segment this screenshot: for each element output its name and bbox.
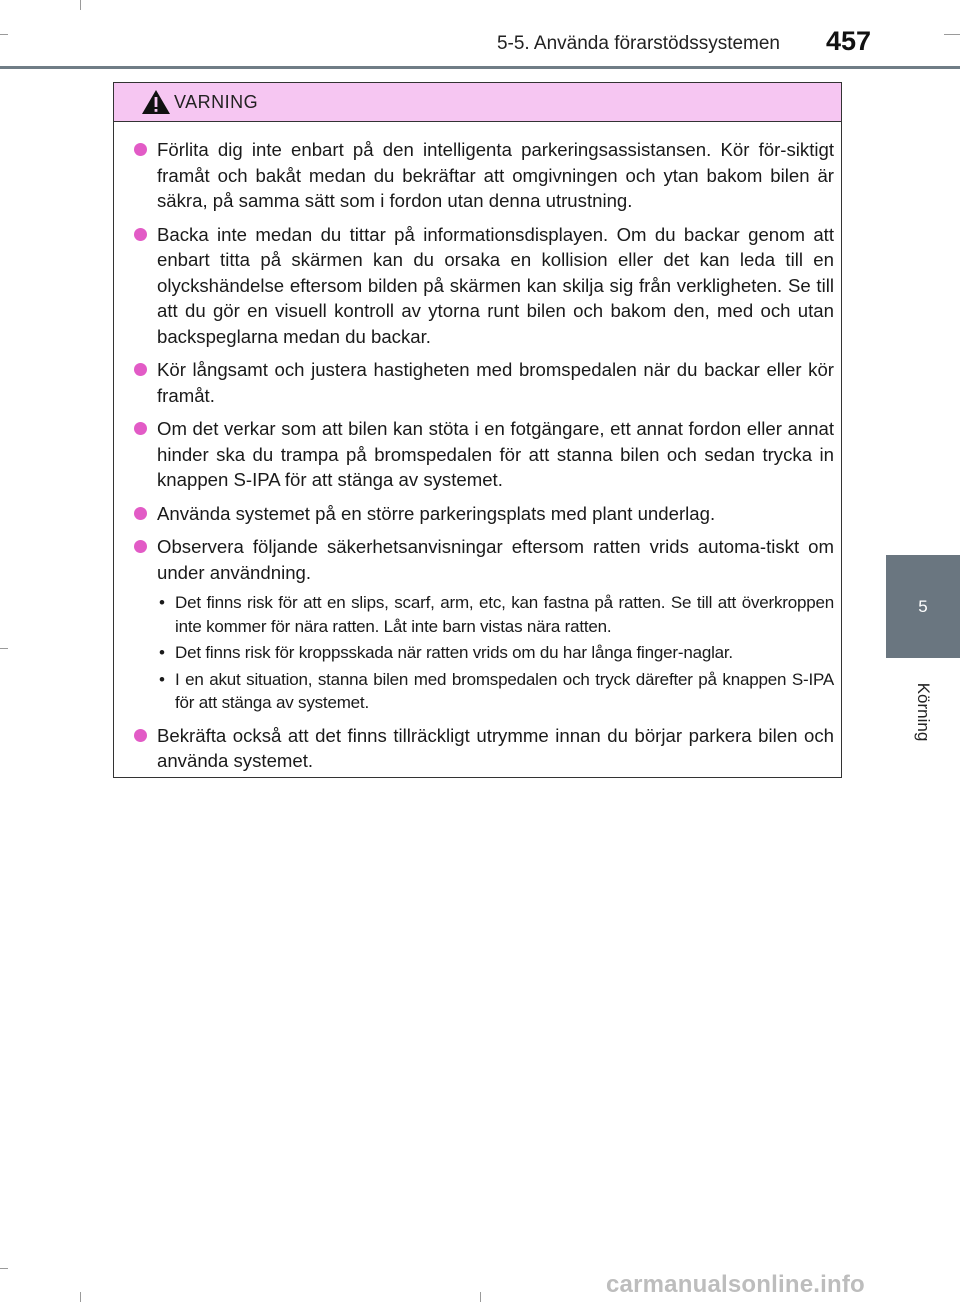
bullet-dot — [134, 729, 147, 742]
bullet-dot — [134, 540, 147, 553]
crop-mark — [944, 34, 960, 35]
bullet-dot — [134, 507, 147, 520]
warning-triangle-icon — [141, 89, 171, 115]
bullet-dot — [134, 363, 147, 376]
warning-item: Förlita dig inte enbart på den intelligenta parkeringsassistansen. Kör för-siktigt framåt och bakåt medan du bekräftar att omgivningen och ytan bakom bilen är säkra, på samma sätt som i fordon utan denna utrustning. — [131, 137, 834, 214]
chapter-tab-number: 5 — [886, 555, 960, 658]
warning-item: Backa inte medan du tittar på informationsdisplayen. Om du backar genom att enbart titta på skärmen kan du orsaka en kollision eller det kan leda till en olyckshändelse eftersom bilden på skärmen kan skilja sig från verkligheten. Se till att du gör en visuell kontroll av ytorna runt bilen och bakom den, med och utan backspeglarna medan du backar. — [131, 222, 834, 350]
watermark: carmanualsonline.info — [606, 1271, 865, 1298]
header-rule — [0, 66, 960, 69]
crop-mark — [0, 648, 8, 649]
crop-mark — [0, 1268, 8, 1269]
bullet-dot — [134, 143, 147, 156]
warning-item: Bekräfta också att det finns tillräckligt utrymme innan du börjar parkera bilen och använda systemet. — [131, 723, 834, 774]
sub-item: • I en akut situation, stanna bilen med bromspedalen och tryck därefter på knappen S-IPA för att stänga av systemet. — [159, 669, 834, 712]
warning-item: Om det verkar som att bilen kan stöta i en fotgängare, ett annat fordon eller annat hinder ska du trampa på bromspedalen för att stanna bilen och sedan trycka in knappen S-IPA för att stänga av systemet. — [131, 416, 834, 493]
page-number: 457 — [826, 26, 872, 56]
chapter-tab-label — [886, 660, 960, 764]
bullet-dot — [134, 422, 147, 435]
section-title: 5-5. Använda förarstödssystemen — [496, 33, 780, 54]
warning-header — [114, 83, 841, 122]
sub-item: • Det finns risk för kroppsskada när ratten vrids om du har långa finger-naglar. — [159, 643, 733, 662]
warning-body — [114, 122, 841, 774]
bullet-dot — [134, 228, 147, 241]
sub-list — [157, 585, 834, 715]
warning-title: VARNING — [174, 92, 259, 112]
sub-item: • Det finns risk för att en slips, scarf, arm, etc, kan fastna på ratten. Se till att överkroppen inte kommer för nära ratten. Låt inte barn vistas nära ratten. — [159, 593, 834, 636]
crop-mark — [80, 0, 81, 10]
warning-item: Observera följande säkerhetsanvisningar eftersom ratten vrids automa-tiskt om under användning. • Det finns risk för att en slips, scarf, arm, etc, kan fastna på ratten. Se till att överkroppen inte kommer för nära ratten. Låt inte barn vistas nära ratten. • Det finns risk för kroppsskada när ratten vrids om du har långa finger-naglar. • I en akut situation, stanna bilen med bromspedalen och tryck därefter på knappen S-IPA för att stänga av systemet. — [131, 534, 834, 715]
warning-box — [113, 82, 842, 778]
warning-item: Använda systemet på en större parkeringsplats med plant underlag. — [131, 501, 834, 527]
warning-item: Kör långsamt och justera hastigheten med bromspedalen när du backar eller kör framåt. — [131, 357, 834, 408]
crop-mark — [480, 1292, 481, 1302]
chapter-tab-label-text: Körning — [914, 682, 933, 742]
crop-mark — [80, 1292, 81, 1302]
